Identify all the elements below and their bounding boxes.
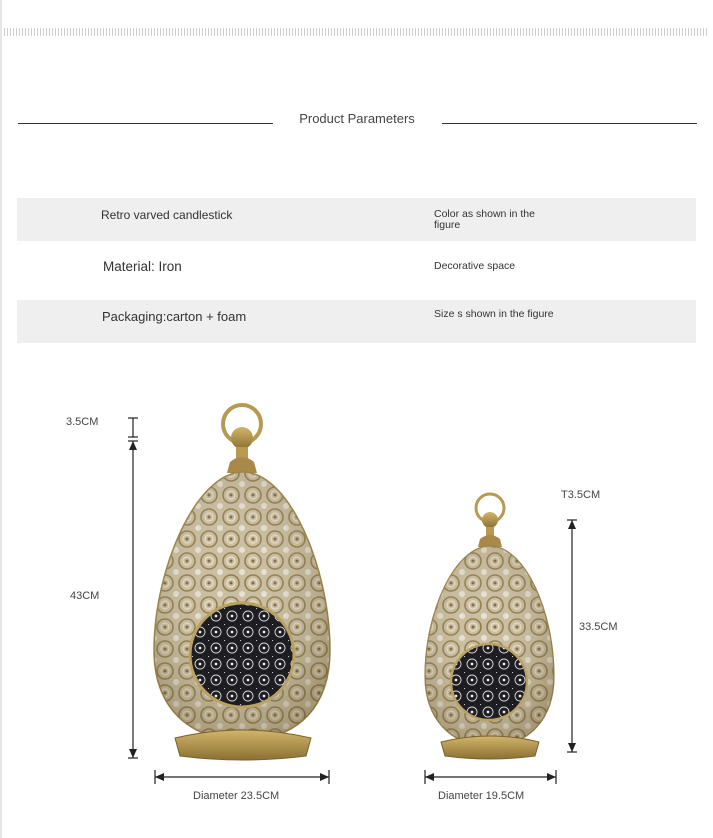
section-title: Product Parameters (299, 111, 415, 126)
param-row (17, 198, 696, 241)
param-name: Retro varved candlestick (101, 208, 233, 222)
param-row (17, 300, 696, 343)
param-row (17, 245, 696, 288)
large-lantern (154, 405, 330, 760)
small-body-height-label: 33.5CM (579, 621, 618, 633)
large-body-height-label: 43CM (70, 590, 100, 602)
param-name: Packaging:carton + foam (102, 309, 247, 324)
param-value: Size s shown in the figure (434, 308, 554, 320)
small-lantern (425, 494, 554, 759)
large-diameter-label: Diameter 23.5CM (193, 790, 280, 802)
param-name: Material: Iron (103, 259, 182, 274)
decorative-strip (4, 28, 709, 36)
param-value: Decorative space (434, 260, 516, 272)
param-value: Color as shown in the figure (434, 208, 535, 231)
header-rule-right (442, 123, 697, 124)
header-rule-left (18, 123, 273, 124)
lantern-window-large (190, 603, 294, 707)
small-diameter-label: Diameter 19.5CM (438, 790, 525, 802)
small-top-height-label: T3.5CM (561, 489, 601, 501)
lantern-window-small (451, 644, 527, 720)
large-top-height-label: 3.5CM (66, 416, 99, 428)
lantern-illustration (0, 380, 713, 820)
